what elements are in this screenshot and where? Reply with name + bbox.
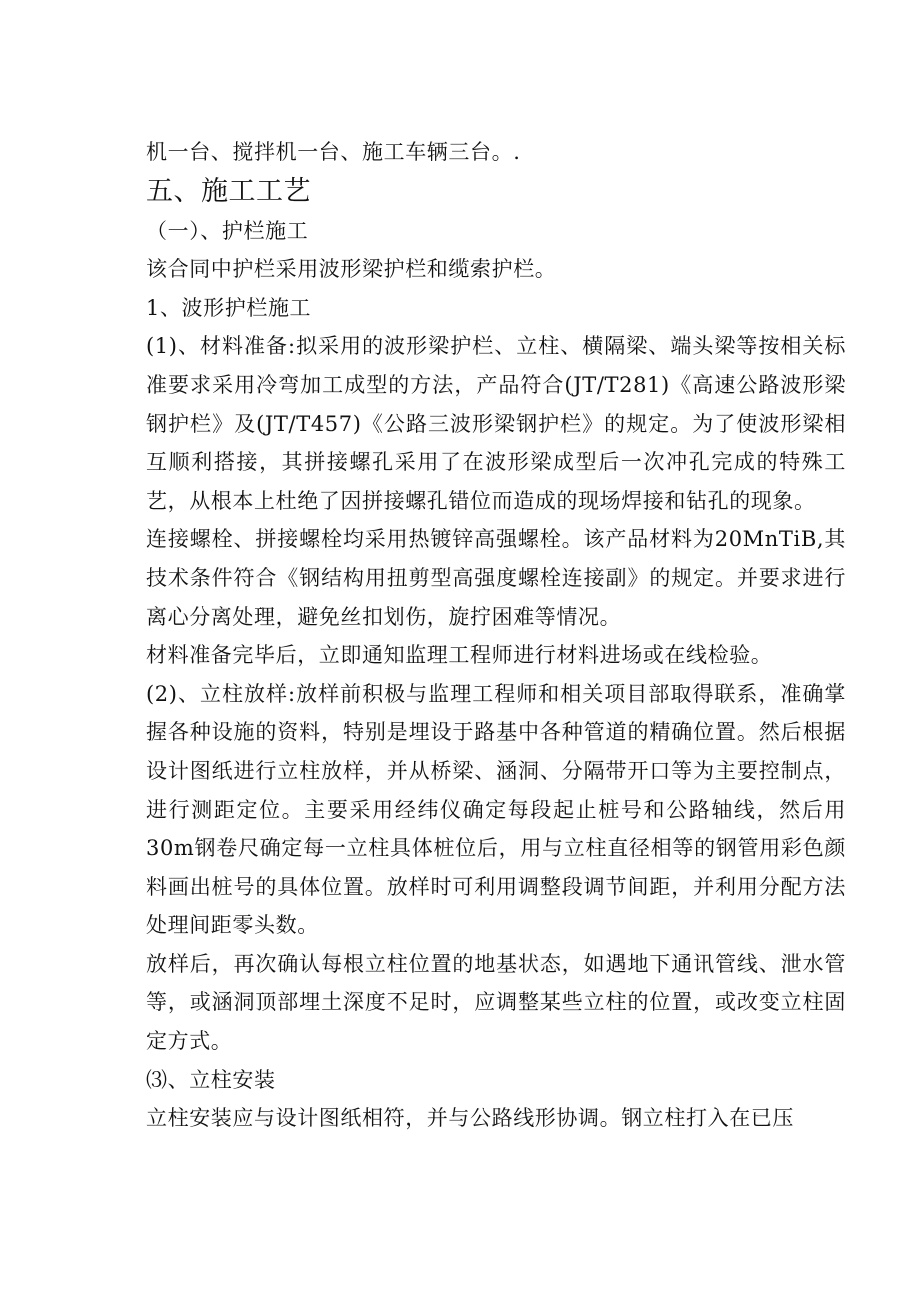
paragraph-material-preparation: (1)、材料准备:拟采用的波形梁护栏、立柱、横隔梁、端头梁等按相关标准要求采用冷弯加工成型的方法，产品符合(JT/T281)《高速公路波形梁钢护栏》及(JT/T457)《公路三波形梁钢护栏》的规定。为了使波形梁相互顺利搭接，其拼接螺孔采用了在波形梁成型后一次冲孔完成的特殊工艺，从根本上杜绝了因拼接螺孔错位而造成的现场焊接和钻孔的现象。 [146,334,846,513]
paragraph-post-layout: (2)、立柱放样:放样前积极与监理工程师和相关项目部取得联系，准确掌握各种设施的资料，特别是埋设于路基中各种管道的精确位置。然后根据设计图纸进行立柱放样，并从桥梁、涵洞、分隔带开口等为主要控制点，进行测距定位。主要采用经纬仪确定每段起止桩号和公路轴线，然后用30m钢卷尺确定每一立柱具体桩位后，用与立柱直径相等的钢管用彩色颜料画出桩号的具体位置。放样时可利用调整段调节间距，并利用分配方法处理间距零头数。 [146,681,846,938]
paragraph-bolts: 连接螺栓、拼接螺栓均采用热镀锌高强螺栓。该产品材料为20MnTiB,其技术条件符合《钢结构用扭剪型高强度螺栓连接副》的规定。并要求进行离心分离处理，避免丝扣划伤，旋拧困难等情况。 [146,527,846,629]
subheading-guardrail-construction: （一）、护栏施工 [146,218,309,243]
paragraph-post-installation: 立柱安装应与设计图纸相符，并与公路线形协调。钢立柱打入在已压 [146,1106,794,1131]
paragraph-equipment-tail: 机一台、搅拌机一台、施工车辆三台。. [146,140,521,164]
paragraph-material-inspection: 材料准备完毕后，立即通知监理工程师进行材料进场或在线检验。 [146,643,773,668]
section-heading-construction-process: 五、施工工艺 [146,175,311,207]
subheading-wave-guardrail: 1、波形护栏施工 [146,295,312,320]
paragraph-guardrail-types: 该合同中护栏采用波形梁护栏和缆索护栏。 [146,257,557,282]
document-body [146,133,846,1138]
paragraph-after-layout: 放样后，再次确认每根立柱位置的地基状态，如遇地下通讯管线、泄水管等，或涵洞顶部埋土深度不足时，应调整某些立柱的位置，或改变立柱固定方式。 [146,951,846,1054]
subheading-post-installation: ⑶、立柱安装 [146,1067,276,1092]
